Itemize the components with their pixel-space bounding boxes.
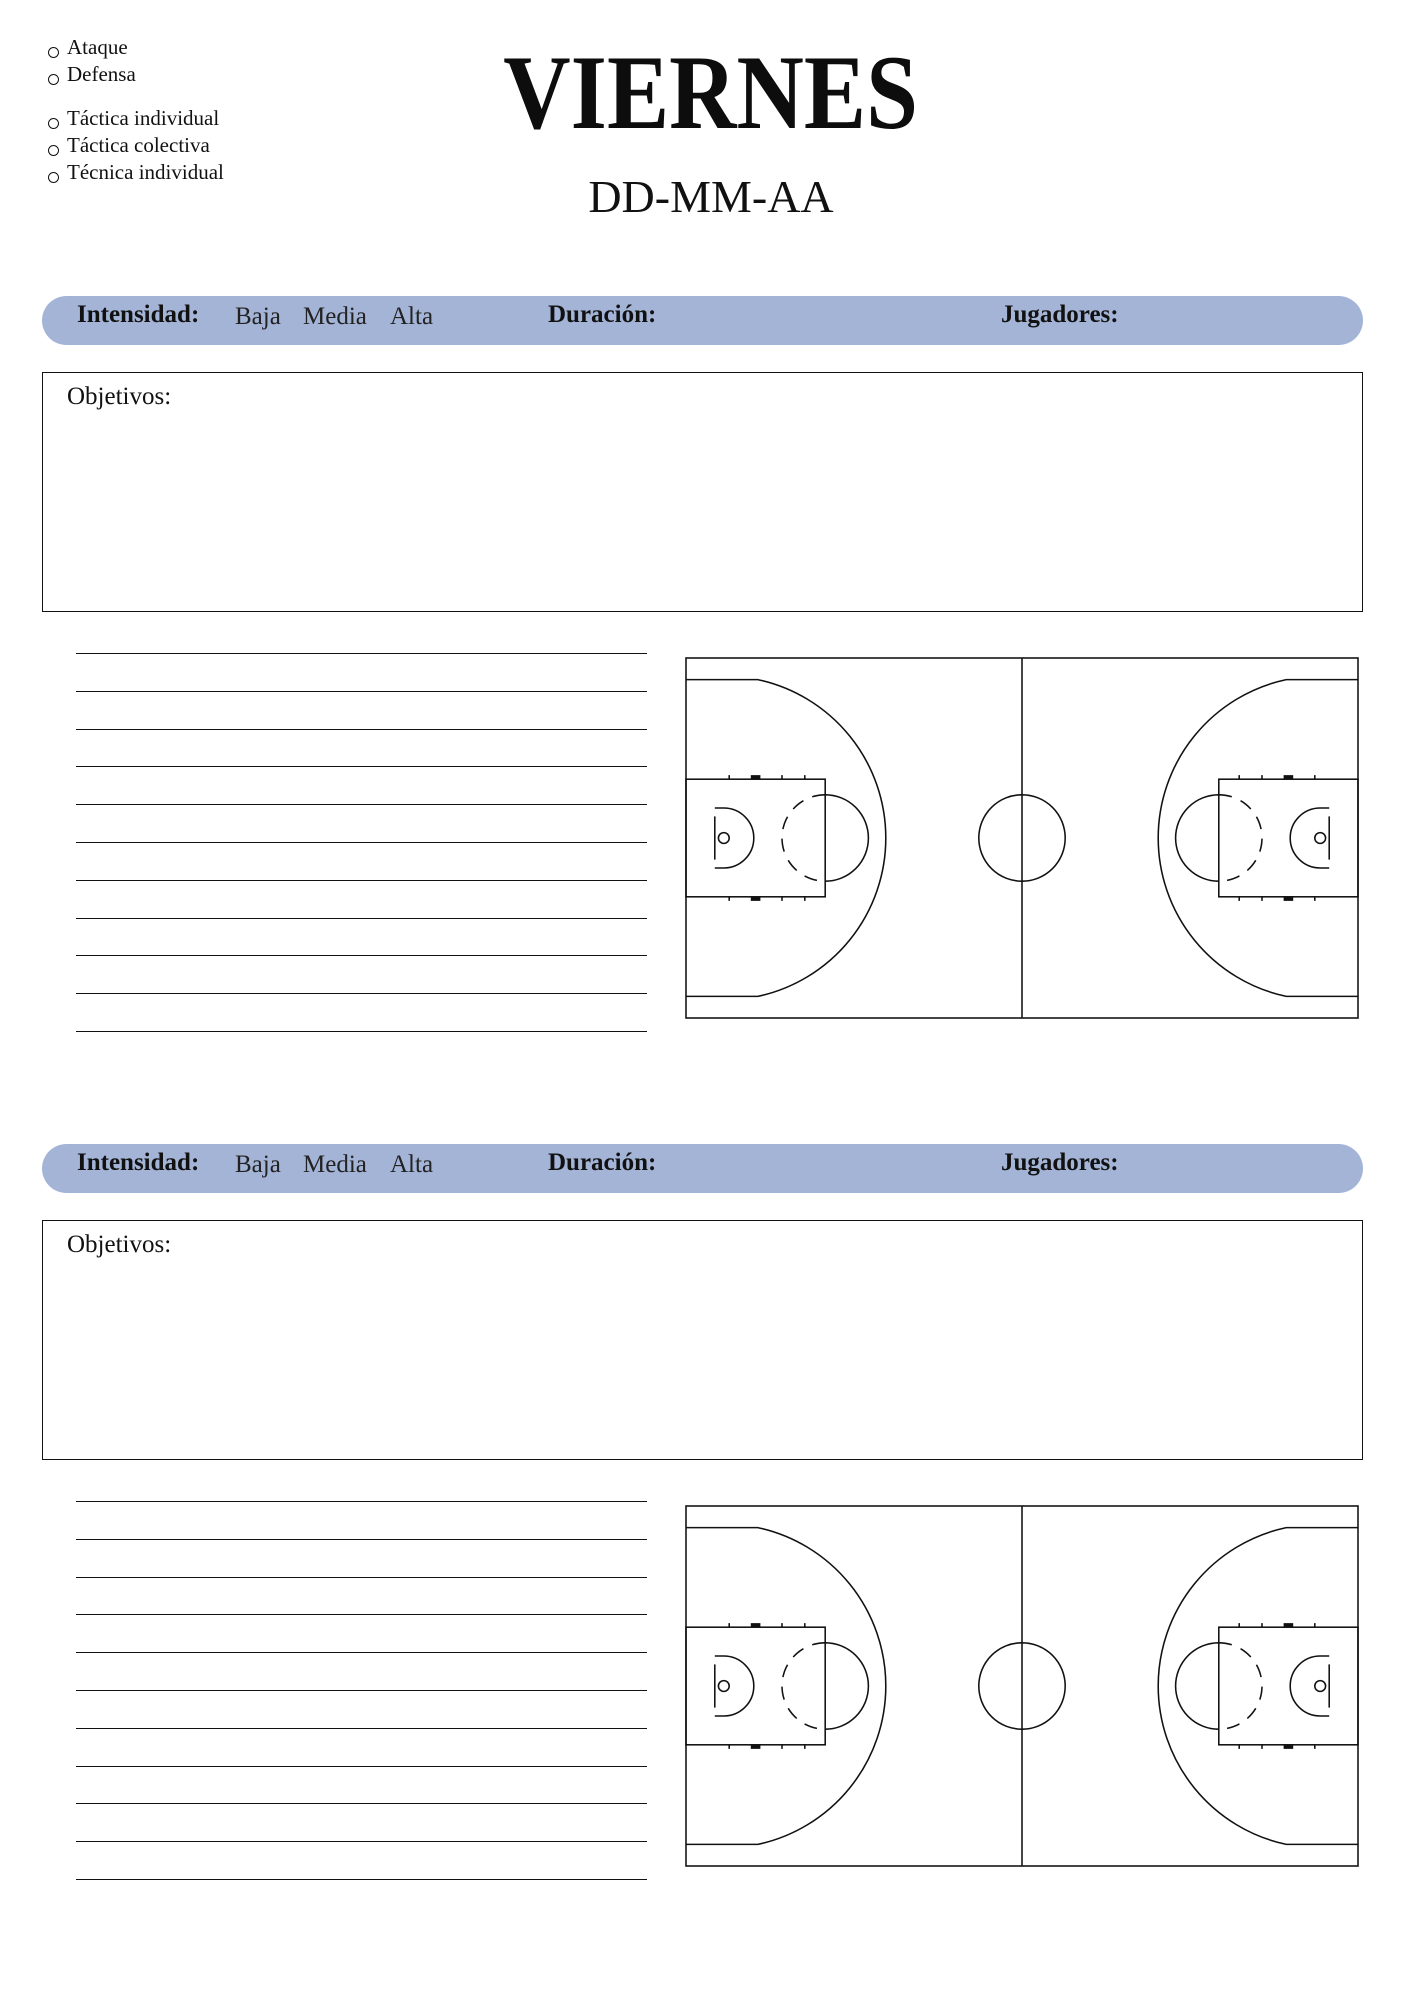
basketball-court-diagram: [686, 1506, 1358, 1866]
objectives-box[interactable]: [42, 1220, 1363, 1460]
no-charge-arc-right: [1290, 808, 1329, 868]
note-line[interactable]: [76, 1539, 647, 1540]
note-line[interactable]: [76, 1879, 647, 1880]
no-charge-arc-right: [1290, 1656, 1329, 1716]
players-label: Jugadores:: [1001, 301, 1119, 328]
intensity-option-baja[interactable]: Baja: [235, 303, 281, 330]
objectives-box[interactable]: [42, 372, 1363, 612]
free-throw-circle-inner-right: [1219, 795, 1262, 881]
checkbox-circle-icon[interactable]: [48, 47, 59, 58]
note-line[interactable]: [76, 766, 647, 767]
note-line[interactable]: [76, 1614, 647, 1615]
note-line[interactable]: [76, 653, 647, 654]
note-line[interactable]: [76, 729, 647, 730]
intensity-option-alta[interactable]: Alta: [390, 1151, 434, 1178]
duration-label: Duración:: [548, 1149, 657, 1176]
basketball-court-diagram: [686, 658, 1358, 1018]
key-right: [1219, 779, 1358, 897]
note-line[interactable]: [76, 918, 647, 919]
note-line[interactable]: [76, 1501, 647, 1502]
free-throw-circle-outer-right: [1176, 1643, 1219, 1729]
session-info-bar: [42, 296, 1363, 345]
key-right: [1219, 1627, 1358, 1745]
session-block-2: [0, 1144, 1414, 1884]
neutral-zone-block: [1284, 897, 1294, 901]
rim-left: [718, 833, 729, 844]
neutral-zone-block: [751, 1623, 761, 1627]
free-throw-circle-outer-left: [825, 795, 868, 881]
intensity-option-media[interactable]: Media: [303, 303, 367, 330]
three-point-line-left: [686, 1528, 886, 1845]
checklist-item-ataque[interactable]: [0, 37, 260, 61]
note-line[interactable]: [76, 955, 647, 956]
duration-label: Duración:: [548, 301, 657, 328]
neutral-zone-block: [1284, 1745, 1294, 1749]
note-line[interactable]: [76, 1690, 647, 1691]
objectives-label: Objetivos:: [67, 1231, 172, 1258]
checklist-label: Técnica individual: [67, 160, 224, 184]
key-left: [686, 1627, 825, 1745]
note-line[interactable]: [76, 1031, 647, 1032]
free-throw-circle-inner-left: [782, 795, 825, 881]
free-throw-circle-outer-left: [825, 1643, 868, 1729]
neutral-zone-block: [751, 1745, 761, 1749]
note-line[interactable]: [76, 691, 647, 692]
checklist-label: Táctica individual: [67, 106, 220, 130]
free-throw-circle-inner-right: [1219, 1643, 1262, 1729]
note-line[interactable]: [76, 842, 647, 843]
note-line[interactable]: [76, 993, 647, 994]
note-line[interactable]: [76, 1803, 647, 1804]
note-line[interactable]: [76, 1728, 647, 1729]
checklist-item-defensa[interactable]: [0, 64, 260, 88]
note-line[interactable]: [76, 1841, 647, 1842]
neutral-zone-block: [751, 897, 761, 901]
checklist-item-tecnica-individual[interactable]: [0, 162, 260, 186]
intensity-option-alta[interactable]: Alta: [390, 303, 434, 330]
notes-lines: [76, 1501, 647, 1883]
free-throw-circle-inner-left: [782, 1643, 825, 1729]
checklist-label: Defensa: [67, 62, 136, 86]
checklist-label: Táctica colectiva: [67, 133, 210, 157]
free-throw-circle-outer-right: [1176, 795, 1219, 881]
intensity-option-media[interactable]: Media: [303, 1151, 367, 1178]
rim-left: [718, 1681, 729, 1692]
note-line[interactable]: [76, 1652, 647, 1653]
page-title: [411, 34, 1011, 151]
three-point-line-right: [1158, 1528, 1358, 1845]
checklist-item-tactica-individual[interactable]: [0, 108, 260, 132]
checkbox-circle-icon[interactable]: [48, 74, 59, 85]
neutral-zone-block: [751, 775, 761, 779]
intensity-label: Intensidad:: [77, 1149, 200, 1176]
session-info-bar: [42, 1144, 1363, 1193]
neutral-zone-block: [1284, 775, 1294, 779]
three-point-line-right: [1158, 680, 1358, 997]
no-charge-arc-left: [715, 808, 754, 868]
note-line[interactable]: [76, 804, 647, 805]
checklist-label: Ataque: [67, 35, 128, 59]
session-block-1: [0, 296, 1414, 1036]
date-placeholder: DD-MM-AA: [588, 171, 834, 222]
note-line[interactable]: [76, 880, 647, 881]
page-title-text: VIERNES: [503, 34, 919, 151]
three-point-line-left: [686, 680, 886, 997]
checkbox-circle-icon[interactable]: [48, 118, 59, 129]
neutral-zone-block: [1284, 1623, 1294, 1627]
checkbox-circle-icon[interactable]: [48, 172, 59, 183]
note-line[interactable]: [76, 1766, 647, 1767]
intensity-label: Intensidad:: [77, 301, 200, 328]
intensity-option-baja[interactable]: Baja: [235, 1151, 281, 1178]
notes-lines: [76, 653, 647, 1035]
checklist-item-tactica-colectiva[interactable]: [0, 135, 260, 159]
players-label: Jugadores:: [1001, 1149, 1119, 1176]
objectives-label: Objetivos:: [67, 383, 172, 410]
rim-right: [1315, 1681, 1326, 1692]
note-line[interactable]: [76, 1577, 647, 1578]
key-left: [686, 779, 825, 897]
rim-right: [1315, 833, 1326, 844]
no-charge-arc-left: [715, 1656, 754, 1716]
checkbox-circle-icon[interactable]: [48, 145, 59, 156]
